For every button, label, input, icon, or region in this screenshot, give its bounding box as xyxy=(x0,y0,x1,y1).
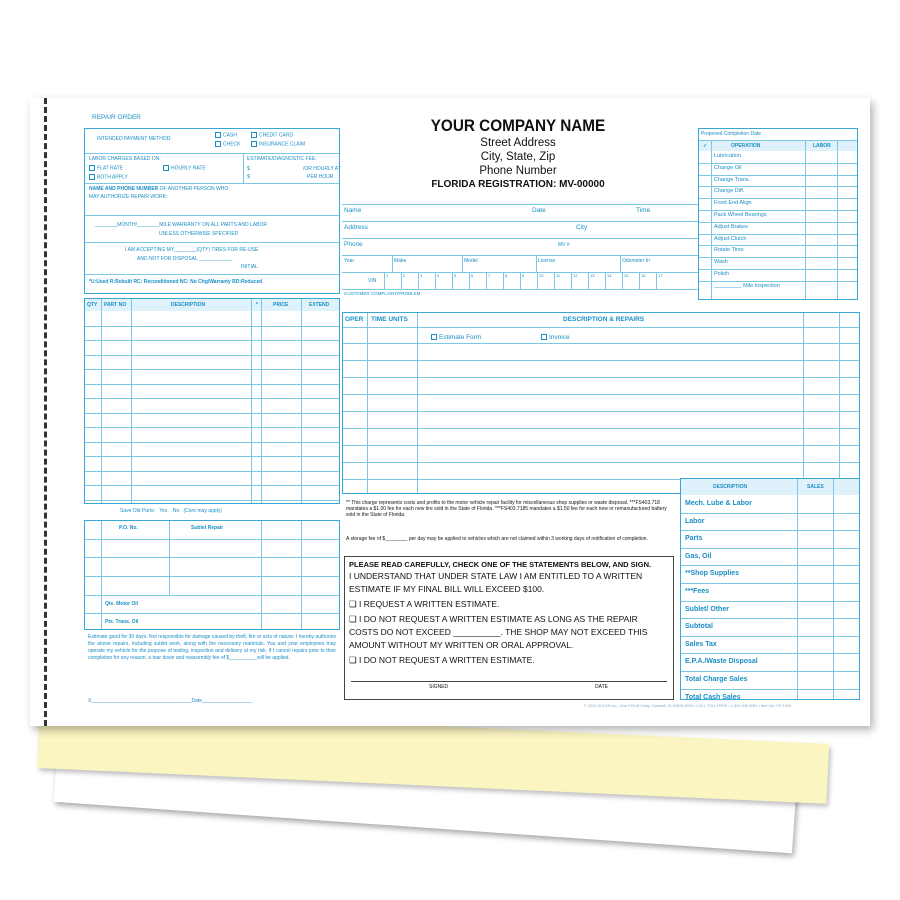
sublet-table xyxy=(84,520,340,630)
authorize-rest: OF ANOTHER PERSON WHO xyxy=(158,186,229,192)
parts-row-line xyxy=(85,485,339,486)
operation-item[interactable]: Change Trans. xyxy=(714,176,751,183)
disclaimer-signature: X____________________________________Date__________________ xyxy=(88,698,253,704)
totals-row-label: **Shop Supplies xyxy=(685,570,740,578)
payment-method-label: INTENDED PAYMENT METHOD: xyxy=(97,136,172,142)
understand-line2: ESTIMATE IF MY FINAL BILL WILL EXCEED $100. xyxy=(349,584,545,594)
totals-row-label: ***Fees xyxy=(685,588,710,595)
warranty-line2: UNLESS OTHERWISE SPECIFIED xyxy=(159,231,239,237)
signed-label: SIGNED xyxy=(429,684,449,690)
check-column-header: ✓ xyxy=(703,143,708,149)
po-no-header: P.O. No. xyxy=(119,525,138,531)
totals-desc-header: DESCRIPTION xyxy=(713,484,748,490)
labor-based-on-label: LABOR CHARGES BASED ON: xyxy=(89,156,161,162)
sublet-repair-header: Sublet Repair xyxy=(191,525,224,531)
company-street: Street Address xyxy=(480,137,556,149)
both-apply-label: BOTH APPLY xyxy=(97,174,128,181)
desc-repairs-header: DESCRIPTION & REPAIRS xyxy=(563,316,645,323)
operation-column-header: OPERATION xyxy=(731,143,761,149)
company-header xyxy=(342,108,694,192)
request-estimate-option[interactable]: ❑ I REQUEST A WRITTEN ESTIMATE. xyxy=(349,599,500,609)
costs-limit-line: COSTS DO NOT EXCEED __________. THE SHOP MAY NOT EXCEED THIS xyxy=(349,627,648,637)
repairs-table xyxy=(342,312,860,494)
repair-order-title: REPAIR ORDER xyxy=(92,114,141,121)
estimate-form-label: Estimate Form xyxy=(439,334,482,341)
hourly-dollar: $ xyxy=(247,174,250,180)
operations-table xyxy=(698,128,858,300)
flat-rate-label: FLAT RATE xyxy=(97,165,124,172)
totals-row-label: Sublet/ Other xyxy=(685,605,729,613)
operation-item[interactable]: Front End Align xyxy=(714,200,752,207)
flat-rate-option[interactable] xyxy=(89,165,123,171)
invoice-label: Invoice xyxy=(549,334,570,341)
estimate-form-option[interactable] xyxy=(431,334,481,341)
mv-field-label: MV # xyxy=(558,242,570,248)
hourly-rate-label: HOURLY RATE xyxy=(171,165,206,172)
parts-row-line xyxy=(85,427,339,428)
city-field-label: City xyxy=(576,224,588,231)
x-label: X xyxy=(88,698,92,704)
vin-digit-box[interactable]: 11 xyxy=(556,273,561,278)
year-field-label: Year xyxy=(344,258,355,264)
parts-col-qty: QTY xyxy=(87,302,98,308)
vin-digit-box[interactable]: 9 xyxy=(522,273,525,278)
or-hourly-label: /OR HOURLY AT xyxy=(303,166,341,172)
operations-header xyxy=(699,141,857,151)
pay-check-label: CHECK xyxy=(223,141,241,148)
company-name: YOUR COMPANY NAME xyxy=(430,116,606,135)
fees-notice: ** This charge represents costs and profits to the motor vehicle repair facility for miscellaneous shop supplies or waste disposal. ***FS403.718 mandates a $1.00 fee for each new tire sold in the State of Florida. ***FS403.7185 mandates a $1.50 fee for each new or remanufactured battery sold in the State of Florida. xyxy=(346,500,667,518)
parts-col-extend: EXTEND xyxy=(309,302,330,308)
company-city: City, State, Zip xyxy=(480,151,556,163)
estimate-fee-dollar: $ xyxy=(247,166,250,172)
company-phone: Phone Number xyxy=(479,165,557,177)
approval-line: AMOUNT WITHOUT MY WRITTEN OR ORAL APPROVAL. xyxy=(349,640,574,650)
customer-vehicle-block xyxy=(342,204,698,300)
parts-row-line xyxy=(85,384,339,385)
vin-digit-box[interactable]: 10 xyxy=(539,273,544,278)
parts-col-partno: PART NO xyxy=(104,302,127,308)
totals-table xyxy=(680,478,860,700)
operation-item[interactable]: Adjust Clutch xyxy=(714,235,747,242)
repair-row-line xyxy=(343,462,859,463)
operation-item[interactable]: Adjust Brakes xyxy=(714,223,748,230)
save-old-parts xyxy=(120,508,222,514)
oper-header: OPER xyxy=(345,316,364,323)
core-note: (Core may apply) xyxy=(183,508,222,514)
operation-item[interactable]: Change Oil xyxy=(714,164,742,171)
accepting-qty: (QTY) TIRES FOR RE-USE xyxy=(196,247,259,253)
both-apply-option[interactable] xyxy=(89,174,128,180)
authorize-bold: NAME AND PHONE NUMBER xyxy=(89,186,159,192)
invoice-option[interactable] xyxy=(541,334,570,341)
left-top-box xyxy=(84,128,340,294)
no-request-option[interactable]: ❑ I DO NOT REQUEST A WRITTEN ESTIMATE. xyxy=(349,655,535,665)
save-no[interactable]: No xyxy=(172,508,180,514)
vin-digit-box[interactable]: 12 xyxy=(573,273,578,278)
parts-row-line xyxy=(85,326,339,327)
no-request-limit-option[interactable]: ❑ I DO NOT REQUEST A WRITTEN ESTIMATE AS LONG AS THE REPAIR xyxy=(349,614,638,624)
hourly-rate-option[interactable] xyxy=(163,165,206,171)
parts-row-line xyxy=(85,456,339,457)
pay-insurance-option[interactable] xyxy=(251,141,305,147)
disclaimer-text: Estimate good for 30 days. Not responsible for damage caused by theft, fire or acts of nature. I hereby authorize the above repairs, including sublet work, along with the necessary materials. You and your employees may operate my vehicle for the purpose of testing, inspection and delivery at my risk. If I cancel repairs prior to their completion for any reason, a tear down and reassembly fee of $__________will be applied. xyxy=(88,634,336,661)
parts-row-line xyxy=(85,413,339,414)
totals-row-label: Mech. Lube & Labor xyxy=(685,500,752,507)
operation-item[interactable]: Pack Wheel Bearings xyxy=(714,212,767,218)
operation-item[interactable]: Change Diff. xyxy=(714,188,745,195)
vin-digit-box[interactable]: 6 xyxy=(471,273,474,278)
totals-row-label: Sales Tax xyxy=(685,640,717,648)
vin-digit-box[interactable]: 7 xyxy=(488,273,491,278)
parts-row-line xyxy=(85,442,339,443)
written-estimate-box xyxy=(344,556,674,700)
vin-digit-box[interactable]: 17 xyxy=(658,273,663,278)
repair-row-line xyxy=(343,428,859,429)
pay-insurance-label: INSURANCE CLAIM xyxy=(259,141,306,148)
vin-digit-box[interactable]: 13 xyxy=(590,273,595,278)
model-field-label: Model xyxy=(464,258,478,264)
parts-row-line xyxy=(85,355,339,356)
repair-row-line xyxy=(343,343,859,344)
condition-legend: *U:Used R:Rebuilt RC: Reconditioned NC: No Chg/Warranty RD:Reduced xyxy=(89,279,263,285)
vin-digit-box[interactable]: 8 xyxy=(505,273,508,278)
time-units-header: TIME UNITS xyxy=(371,316,408,323)
pay-credit-label: CREDIT CARD xyxy=(259,132,294,139)
operation-item[interactable]: Polish xyxy=(714,271,729,277)
totals-row-label: Gas, Oil xyxy=(685,552,712,560)
pts-trans-oil: Pts. Trans. Oil xyxy=(105,619,139,625)
vin-label: VIN xyxy=(368,278,377,284)
totals-row-label: Labor xyxy=(685,517,705,525)
license-field-label: License xyxy=(538,258,556,264)
pay-cash-option[interactable] xyxy=(215,132,237,138)
complaint-label: CUSTOMER COMPLAINT/PROBLEM xyxy=(344,291,421,296)
parts-col-star: * xyxy=(256,302,258,308)
accepting-text: I AM ACCEPTING MY xyxy=(125,247,175,253)
date-label: Date xyxy=(191,698,203,704)
warranty-line1: ________MONTH/________MILE WARRANTY ON ALL PARTS AND LABOR xyxy=(95,222,267,228)
address-field-label: Address xyxy=(344,224,368,231)
repair-row-line xyxy=(343,377,859,378)
totals-row-label: Total Charge Sales xyxy=(685,676,748,683)
operation-item[interactable]: Rotate Tires xyxy=(714,247,744,254)
totals-sales-header: SALES xyxy=(807,484,824,490)
vin-digit-box[interactable]: 5 xyxy=(454,273,457,278)
parts-row-line xyxy=(85,471,339,472)
save-yes[interactable]: Yes xyxy=(159,508,168,514)
labor-column-header: LABOR xyxy=(813,143,831,149)
parts-row-line xyxy=(85,369,339,370)
mile-inspection-label: Mile Inspection xyxy=(743,282,780,289)
pay-check-option[interactable] xyxy=(215,141,241,147)
accepting-line1: I AM ACCEPTING MY________(QTY) TIRES FOR RE-USE xyxy=(125,247,259,253)
repair-row-line xyxy=(343,411,859,412)
pay-cash-label: CASH xyxy=(223,132,237,139)
phone-field-label: Phone xyxy=(344,241,363,248)
parts-row-line xyxy=(85,398,339,399)
estimate-fee-label: ESTIMATE/DIAGNOSTIC FEE: xyxy=(247,156,317,162)
date-field-label: Date xyxy=(532,207,546,214)
signature-date-label: DATE xyxy=(595,684,608,690)
totals-row-label: Subtotal xyxy=(685,623,713,631)
save-old-parts-label: Save Old Parts: xyxy=(120,508,156,514)
mile-inspection-item[interactable]: _________ Mile Inspection xyxy=(714,282,780,289)
totals-row-label: Parts xyxy=(685,535,703,543)
proposed-completion-label: Proposed Completion Date xyxy=(701,131,762,137)
repair-row-line xyxy=(343,394,859,395)
pay-credit-option[interactable] xyxy=(251,132,293,138)
operation-item[interactable]: Lubrication xyxy=(714,153,741,159)
operation-item[interactable]: Wash xyxy=(714,259,728,266)
per-hour-label: PER HOUR xyxy=(307,174,334,180)
parts-col-description: DESCRIPTION xyxy=(171,302,206,308)
parts-row-line xyxy=(85,500,339,501)
form-footer: © 2022 DOLAN Inc., One DOLAN Way, Coldwell, ID 83605-8002 • CALL TOLL FREE • 1-800-835-8061 • Item No. FR 1063 xyxy=(584,704,792,708)
parts-col-price: PRICE xyxy=(273,302,289,308)
authorize-label xyxy=(89,186,228,192)
name-field-label: Name xyxy=(344,207,362,214)
vin-digit-box[interactable]: 14 xyxy=(607,273,612,278)
vin-digit-box[interactable]: 16 xyxy=(641,273,646,278)
vin-digit-box[interactable]: 4 xyxy=(437,273,440,278)
perforated-binding xyxy=(44,98,47,726)
totals-row-label: E.P.A./Waste Disposal xyxy=(685,658,758,666)
vin-digit-box[interactable]: 15 xyxy=(624,273,629,278)
odometer-field-label: Odometer In xyxy=(622,258,650,264)
vin-digit-box[interactable]: 2 xyxy=(403,273,406,278)
initial-label: INITIAL xyxy=(241,264,258,270)
repair-row-line xyxy=(343,360,859,361)
parts-row-line xyxy=(85,340,339,341)
accepting-line2: AND NOT FOR DISPOSAL ____________ xyxy=(137,256,233,262)
repair-row-line xyxy=(343,445,859,446)
repair-order-form-sheet xyxy=(30,98,870,726)
storage-notice: A storage fee of $________ per day may be applied to vehicles which are not claimed within 3 working days of notification of completion. xyxy=(346,536,648,542)
company-registration: FLORIDA REGISTRATION: MV-00000 xyxy=(431,179,605,190)
parts-table xyxy=(84,298,340,504)
understand-line1: I UNDERSTAND THAT UNDER STATE LAW I AM ENTITLED TO A WRITTEN xyxy=(349,571,643,581)
totals-row-label: Total Cash Sales xyxy=(685,693,741,701)
vin-digit-box[interactable]: 1 xyxy=(386,273,389,278)
authorize-line2: MAY AUTHORIZE REPAIR WORK: xyxy=(89,194,168,200)
warranty-month: MONTH/ xyxy=(117,222,137,228)
vin-digit-box[interactable]: 3 xyxy=(420,273,423,278)
warranty-mile: MILE WARRANTY ON ALL PARTS AND LABOR xyxy=(159,222,267,228)
please-read: PLEASE READ CAREFULLY, CHECK ONE OF THE STATEMENTS BELOW, AND SIGN. xyxy=(349,560,652,569)
form-body xyxy=(84,108,856,708)
accepting-disposal: AND NOT FOR DISPOSAL xyxy=(137,256,198,262)
make-field-label: Make xyxy=(394,258,407,264)
time-field-label: Time xyxy=(636,207,651,214)
qts-motor-oil: Qts. Motor Oil xyxy=(105,601,139,607)
